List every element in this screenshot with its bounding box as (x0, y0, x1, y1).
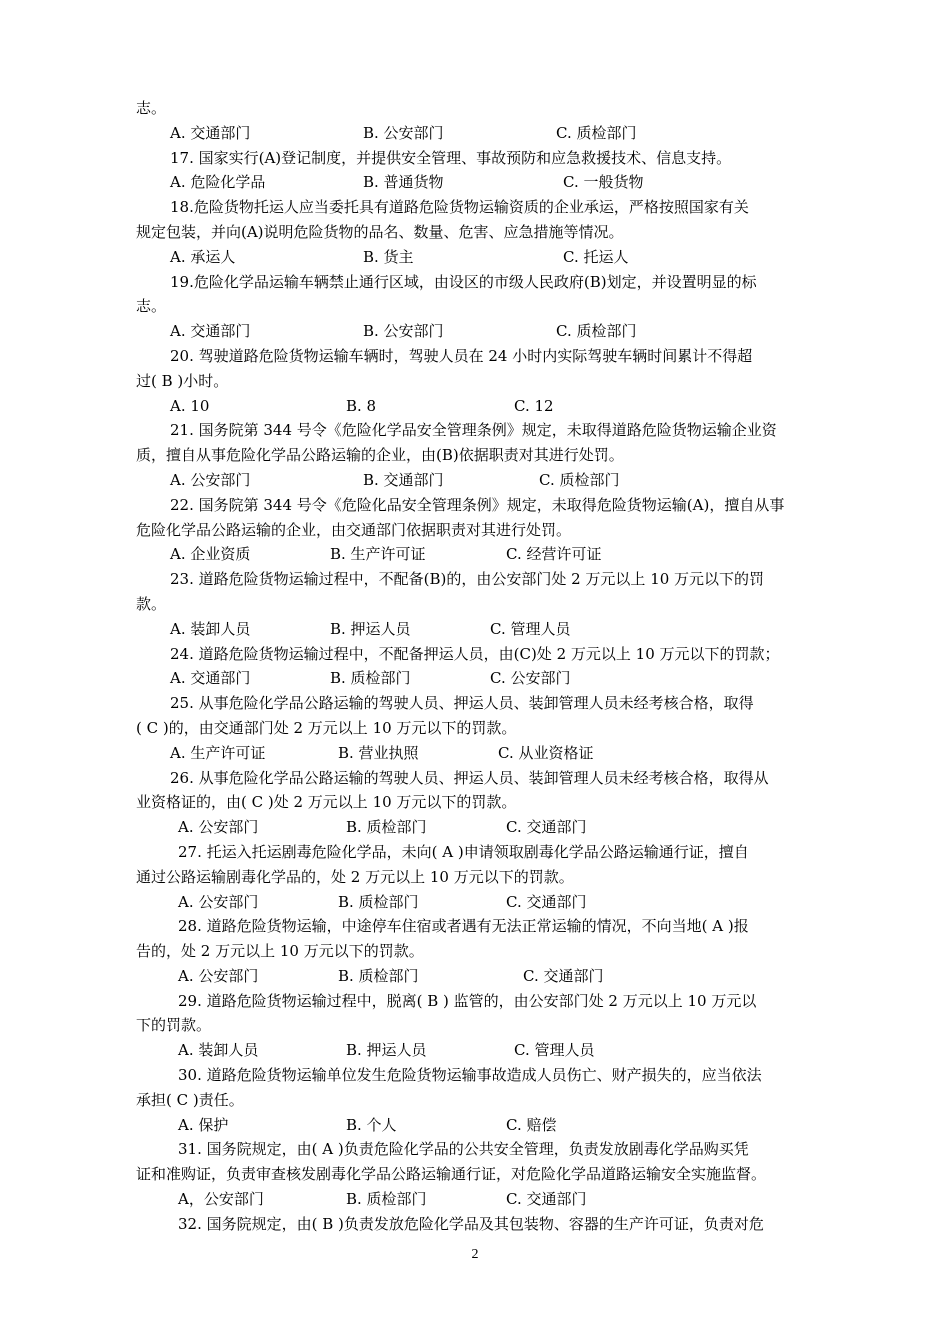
text-line: 过( B )小时。 (136, 371, 229, 390)
answer-options (136, 964, 820, 989)
answer-options (136, 666, 820, 691)
question-line: 29. 道路危险货物运输过程中，脱离( B ) 监管的，由公安部门处 2 万元以上 10 万元以 (178, 991, 757, 1010)
text-line: 款。 (136, 594, 167, 613)
question-line: 22. 国务院第 344 号令《危险化品安全管理条例》规定，未取得危险货物运输(A)，擅自从事 (170, 495, 785, 514)
answer-options (136, 245, 820, 270)
answer-option: A. 公安部门 (178, 966, 259, 985)
answer-options (136, 394, 820, 419)
answer-option: C. 托运人 (563, 247, 629, 266)
answer-option: C. 交通部门 (506, 892, 587, 911)
answer-option: B. 个人 (346, 1115, 397, 1134)
question-line: 18.危险货物托运人应当委托具有道路危险货物运输资质的企业承运，严格按照国家有关 (170, 198, 749, 217)
answer-option: B. 普通货物 (363, 173, 444, 192)
answer-options (136, 542, 820, 567)
answer-options (136, 1038, 820, 1063)
answer-option: A. 承运人 (170, 247, 236, 266)
answer-option: C. 质检部门 (556, 123, 637, 142)
question-line: 26. 从事危险化学品公路运输的驾驶人员、押运人员、装卸管理人员未经考核合格，取得从 (170, 768, 769, 787)
text-line: 证和准购证，负责审查核发剧毒化学品公路运输通行证，对危险化学品道路运输安全实施监督。 (136, 1165, 767, 1184)
answer-options (136, 890, 820, 915)
answer-option: A. 装卸人员 (170, 619, 251, 638)
answer-option: C. 从业资格证 (498, 743, 594, 762)
question-line: 24. 道路危险货物运输过程中，不配备押运人员，由(C)处 2 万元以上 10 万元以下的罚款； (170, 644, 780, 663)
answer-option: A. 交通部门 (170, 669, 251, 688)
question-line: 32. 国务院规定，由( B )负责发放危险化学品及其包装物、容器的生产许可证，负责对危 (178, 1214, 764, 1233)
question-line: 23. 道路危险货物运输过程中，不配备(B)的，由公安部门处 2 万元以上 10 万元以下的罚 (170, 570, 765, 589)
document-body (136, 96, 820, 1237)
answer-option: C. 赔偿 (506, 1115, 557, 1134)
question-line: 20. 驾驶道路危险货物运输车辆时，驾驶人员在 24 小时内实际驾驶车辆时间累计不得超 (170, 346, 753, 365)
answer-option: C. 12 (514, 396, 554, 415)
text-line: ( C )的，由交通部门处 2 万元以上 10 万元以下的罚款。 (136, 718, 517, 737)
answer-option: C. 公安部门 (490, 669, 571, 688)
page-number: 2 (471, 1247, 479, 1262)
text-line: 下的罚款。 (136, 1016, 212, 1035)
answer-option: C. 质检部门 (556, 322, 637, 341)
question-line: 21. 国务院第 344 号令《危险化学品安全管理条例》规定，未取得道路危险货物运输企业资 (170, 421, 777, 440)
answer-options (136, 815, 820, 840)
text-line: 志。 (136, 297, 167, 316)
answer-options (136, 319, 820, 344)
answer-option: A，公安部门 (178, 1190, 264, 1209)
answer-options (136, 170, 820, 195)
answer-option: C. 一般货物 (563, 173, 644, 192)
answer-option: A. 保护 (178, 1115, 229, 1134)
answer-option: B. 押运人员 (330, 619, 411, 638)
question-line: 30. 道路危险货物运输单位发生危险货物运输事故造成人员伤亡、财产损失的，应当依法 (178, 1066, 762, 1085)
text-line: 志。 (136, 99, 167, 117)
text-line: 告的，处 2 万元以上 10 万元以下的罚款。 (136, 942, 424, 961)
answer-options (136, 1187, 820, 1212)
answer-option: A. 危险化学品 (170, 173, 266, 192)
answer-option: B. 公安部门 (363, 322, 444, 341)
answer-option: A. 公安部门 (178, 818, 259, 837)
answer-option: C. 质检部门 (539, 470, 620, 489)
answer-options (136, 121, 820, 146)
text-line: 质，擅自从事危险化学品公路运输的企业，由(B)依据职责对其进行处罚。 (136, 446, 624, 465)
answer-option: C. 管理人员 (490, 619, 571, 638)
answer-option: B. 质检部门 (330, 669, 411, 688)
text-line: 危险化学品公路运输的企业，由交通部门依据职责对其进行处罚。 (136, 520, 572, 539)
answer-options (136, 1113, 820, 1138)
answer-option: B. 公安部门 (363, 123, 444, 142)
answer-option: C. 交通部门 (506, 1190, 587, 1209)
question-line: 28. 道路危险货物运输，中途停车住宿或者遇有无法正常运输的情况，不向当地( A )报 (178, 917, 749, 936)
answer-option: B. 交通部门 (363, 470, 444, 489)
text-line: 规定包装，并向(A)说明危险货物的品名、数量、危害、应急措施等情况。 (136, 222, 624, 241)
question-line: 25. 从事危险化学品公路运输的驾驶人员、押运人员、装卸管理人员未经考核合格，取得 (170, 694, 754, 713)
answer-option: C. 经营许可证 (506, 545, 602, 564)
text-line: 承担( C )责任。 (136, 1090, 244, 1109)
question-line: 19.危险化学品运输车辆禁止通行区域，由设区的市级人民政府(B)划定，并设置明显的标 (170, 272, 757, 291)
answer-option: B. 质检部门 (338, 892, 419, 911)
answer-option: A. 装卸人员 (178, 1041, 259, 1060)
answer-option: A. 公安部门 (178, 892, 259, 911)
answer-option: B. 货主 (363, 247, 414, 266)
answer-option: A. 生产许可证 (170, 743, 266, 762)
answer-option: C. 管理人员 (514, 1041, 595, 1060)
question-line: 27. 托运入托运剧毒危险化学品，未向( A )申请领取剧毒化学品公路运输通行证，擅自 (178, 842, 749, 861)
answer-option: B. 质检部门 (338, 966, 419, 985)
question-line: 31. 国务院规定，由( A )负责危险化学品的公共安全管理，负责发放剧毒化学品购买凭 (178, 1140, 749, 1159)
answer-option: A. 企业资质 (170, 545, 251, 564)
answer-option: A. 公安部门 (170, 470, 251, 489)
answer-option: C. 交通部门 (506, 818, 587, 837)
text-line: 业资格证的，由( C )处 2 万元以上 10 万元以下的罚款。 (136, 793, 517, 812)
question-line: 17. 国家实行(A)登记制度，并提供安全管理、事故预防和应急救援技术、信息支持。 (170, 148, 732, 167)
answer-options (136, 468, 820, 493)
answer-option: B. 质检部门 (346, 818, 427, 837)
answer-option: B. 生产许可证 (330, 545, 426, 564)
answer-option: A. 交通部门 (170, 322, 251, 341)
answer-option: B. 押运人员 (346, 1041, 427, 1060)
answer-option: B. 质检部门 (346, 1190, 427, 1209)
answer-option: C. 交通部门 (523, 966, 604, 985)
answer-options (136, 617, 820, 642)
answer-options (136, 741, 820, 766)
answer-option: A. 10 (170, 396, 210, 415)
answer-option: B. 8 (346, 396, 377, 415)
answer-option: B. 营业执照 (338, 743, 419, 762)
text-line: 通过公路运输剧毒化学品的，处 2 万元以上 10 万元以下的罚款。 (136, 867, 574, 886)
answer-option: A. 交通部门 (170, 123, 251, 142)
